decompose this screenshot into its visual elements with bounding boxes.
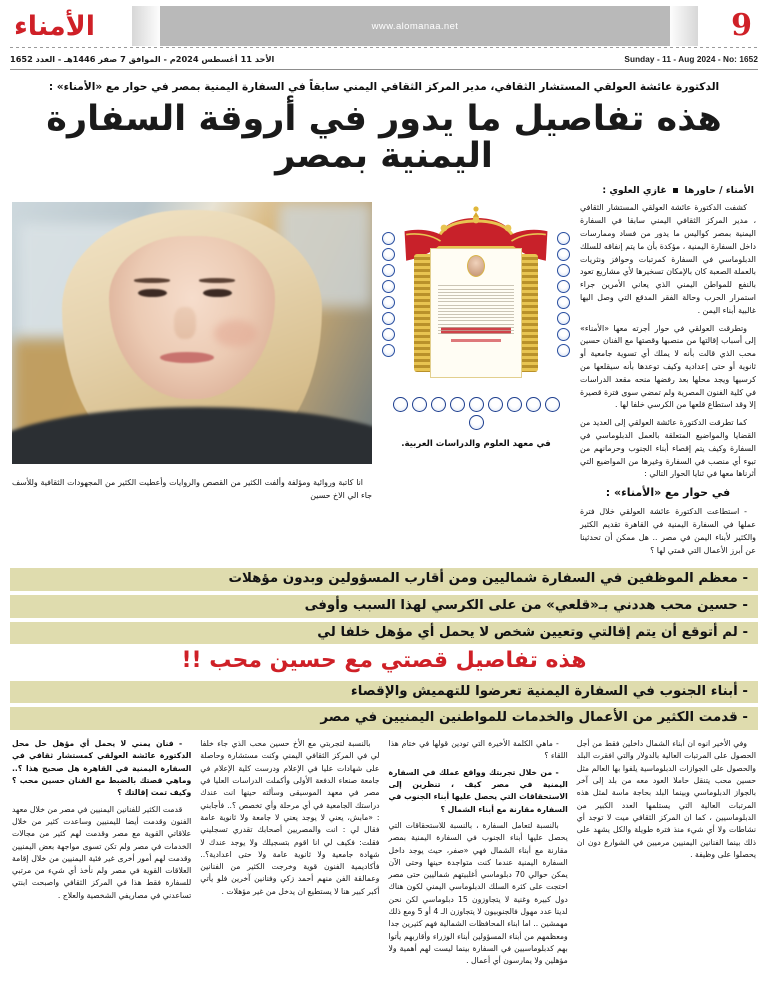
mid-column-center (380, 477, 572, 561)
pull-quote: - قدمت الكثير من الأعمال والخدمات للمواطنين اليمنيين في مصر (10, 707, 758, 730)
seal-icon (557, 248, 570, 261)
bottom-column-3 (389, 738, 568, 984)
seal-icon (382, 296, 395, 309)
seal-icon (557, 328, 570, 341)
pull-quote: - معظم الموظفين في السفارة شماليين ومن أقارب المسؤولين وبدون مؤهلات (10, 568, 758, 591)
lead-paragraph: وتطرقت العولقي في حوار أجرته معها «الأمناء» إلى أسباب إقالتها من منصبها وقصتها مع الفنان حسين محب الذي قالت بأنه لا يملك أي تسوية جامعية أو ثانوية أو حتى إعدادية وكيف توعدها بأنه سيقلعها من كرسيها ويجد محلها بعد رفضها منحه مقعد الدراسات في كلية الفنون المصرية ولم تمضي سوى فترة قصيرة إلا وقد استطاع قلعها من الكرسي خلفا لها . (580, 323, 756, 410)
seal-icon (382, 232, 395, 245)
masthead-gradient-right (132, 6, 160, 46)
left-seal-column (382, 232, 395, 357)
pull-quote: - أبناء الجنوب في السفارة اليمنية تعرضوا للتهميش والإقصاء (10, 681, 758, 704)
seal-icon (557, 264, 570, 277)
lead-text-column (580, 202, 756, 486)
bottom-columns (12, 738, 756, 984)
top-content-block (12, 202, 756, 479)
pull-quotes-group-2 (10, 681, 758, 730)
newspaper-page (0, 6, 768, 990)
header-rule (10, 69, 758, 70)
certificate-image (380, 202, 572, 434)
seal-icon (469, 415, 484, 430)
bottom-column-4 (577, 738, 756, 984)
body-paragraph: بالنسبة لتجربتي مع الأخ حسين محب الذي جاء خلفا لي في المركز الثقافي اليمني وكنت مستشارة وحاصلة على شهادات عليا في الإعلام ودرست كلية الإعلام في جامعة صنعاء الدفعة الأولى وأكملت الدراسات العليا في مصر في معهد الموسيقى وسألته حينها انت عندك دراستك الجامعية في أي مرحلة وأي تخصص ؟.. فأجابني : «مابش، يعني لا يوجد يعني لا جامعة ولا ثانوية عامة فقال لي : انت والمصريين أصحابك تقدري تسجليني فقلت: فكيف لي انا اقوم بتسجيلك ولا يوجد عندك لا شهادة جامعية ولا ثانوية عامة ولا حتى اعدادية؟.. فأكاديمية الفنون قوية وخرجت الكثير من الفنانين وعمالقة الفن منهم أحمد زكي وفنانين آخرين فلو يأتي أكبر كبير هنا لا يستطيع ان يدخل من غير مؤهلات . (200, 739, 380, 896)
seal-icon (526, 397, 541, 412)
masthead-gradient-left (670, 6, 698, 46)
seal-icon (431, 397, 446, 412)
seal-icon (557, 344, 570, 357)
bullet-square-icon (673, 188, 678, 193)
body-paragraph: انا كاتبة وروائية ومؤلفة وألفت الكثير من القصص والروايات وأعطيت الكثير من المجهودات الثقافية وللأسف جاء الي الاخ حسين (12, 478, 372, 501)
sub-headline: هذه تفاصيل قصتي مع حسين محب !! (181, 648, 587, 674)
mid-text-band (12, 477, 756, 561)
seal-icon (545, 397, 560, 412)
seal-icon (382, 280, 395, 293)
body-paragraph: قدمت الكثير للفنانين اليمنيين في مصر من خلال معهد الفنون وقدمت أيضا لليمنيين وساعدت كثير من خلال علاقاتي القوية مع مصر وقدمت لهم كثير من مجالات الخدمات في مصر ولم تكن تسوى مواجهة بعض اليمنيين وقدمت لهم أمور أخرى غير فئية اليمنيين من خلال إقامة العلاقات القوية في مصر ولم نأخذ أي شيء من مرتبي للسفارة فقط هذا في المركز الثقافي واصبحت ابنتي تساعدني في مصاريفي الشخصية والعلاج . (12, 804, 192, 900)
website-url: www.alomanaa.net (371, 20, 459, 32)
page-number: 9 (731, 8, 752, 43)
certificate-red-band-small (451, 339, 501, 342)
question-text: - فنان يمني لا يحمل أي مؤهل حل محل الدكتورة عائشة العولقي كمستشار ثقافي في السفارة اليمنية في القاهرة هل صحيح هذا ؟.. وماهي قصتك بالضبط مع الفنان حسين محب ؟ وكيف تمت إقالتك ؟ (12, 739, 192, 798)
seal-icon (557, 296, 570, 309)
lead-paragraph: كما تطرقت الدكتورة عائشة العولقي إلى العديد من القضايا والمواضيع المتعلقة بالعمل الدبلوماسي في السفارة وكيف يتم إقصاء أبناء الجنوب وحرمانهم من تبوء أي منصب في السفارة وغيرها من المواضيع التي أثرناها معها في ثنايا الحوار التالي : (580, 418, 756, 479)
seal-icon (382, 312, 395, 325)
mid-column-left (12, 477, 372, 561)
pull-quotes-group-1 (10, 568, 758, 644)
page-title: هذه تفاصيل ما يدور في أروقة السفارة اليمنية بمصر (46, 99, 722, 177)
question-text: - من خلال تجربتك وواقع عملك في السفارة اليمنية في مصر كيف ، تنظرين إلى الاستحقاقات التي يحصل عليها أبناء الجنوب في السفارة مقارنة مع أبناء الشمال ؟ (388, 767, 568, 814)
seal-icon (450, 397, 465, 412)
portrait-figure (12, 202, 372, 464)
article-kicker: الدكتورة عائشة العولقي المستشار الثقافي، مدير المركز الثقافي اليمني سابقاً في السفارة اليمنية بمصر في حوار مع «الأمناء» : (48, 81, 720, 93)
body-paragraph: بالنسبة لتعامل السفارة ، بالنسبة للاستحقاقات التي يحصل عليها أبناء الجنوب في السفارة اليمنية بمصر مقارنة مع أبناء الشمال فهي «صفر، حيث يوجد داخل السفارة اليمنية عندما كنت متواجدة حينها وحتى الآن يمكن حوالي 70 دبلوماسي أغلبيتهم شماليين حتى مصر احتجت على كثرة السلك الدبلوماسي اليمني لكون هناك دول كبيرة وغنية لا يتجاوزون 15 دبلوماسي لكن نحن لدينا عدد مهول فالجنوبيون لا يتجاوزن الـ 4 أو 5 ومع ذلك مهمشين .. اما ابناء المحافظات الشمالية فهم كثيرين جدا ومعظمهم من أبناء المسؤولين أبناء الوزراء وأقاربهم يأتوا بهم كدبلوماسيين في السفارة بينما ليست لهم أهمية ولا مؤهلين ولا يمارسون أي أعمال . (388, 820, 568, 966)
seal-icon (393, 397, 408, 412)
seal-icon (557, 312, 570, 325)
pull-quote: - حسين محب هددني بـ«قلعي» من على الكرسي لهذا السبب وأوفى (10, 595, 758, 618)
seal-icon (382, 264, 395, 277)
seal-icon (382, 328, 395, 341)
right-seal-column (557, 232, 570, 357)
bottom-seal-row (380, 397, 572, 430)
byline (14, 185, 754, 196)
masthead (10, 6, 758, 46)
seal-icon (557, 280, 570, 293)
dotted-divider (10, 47, 758, 48)
certificate-card (430, 248, 522, 378)
award-certificate-figure (380, 202, 572, 449)
interview-heading: في حوار مع «الأمناء» : (605, 486, 731, 500)
date-bar (10, 51, 758, 67)
byline-author: غازي العلوي : (602, 185, 667, 197)
pull-quote: - لم أتوقع أن يتم إقالتي وتعيين شخص لا يحمل أي مؤهل خلفا لي (10, 622, 758, 645)
bottom-column-2 (200, 738, 379, 984)
seal-icon (557, 232, 570, 245)
seal-icon (412, 397, 427, 412)
body-paragraph: وفي الأخير انوه ان أبناء الشمال داخلين فقط من أجل الحصول على المرتبات العالية بالدولار والتي افقرت البلد والحصول على الجوازات الدبلوماسية يلفوا بها العالم مثل حسين محب يتنقل حاملا العود معه من بلد إلى آخر بالجواز الدبلوماسي وبينما البلد بحاجة ماسة لمثل هذه المرتبات العالية التي يستلمها العدد الكبير من الدبلوماسيين ، كما ان المركز الثقافي ميت لا توجد أي نشاطات ولا أي شيء منذ فترة طويلة والكل يشهد على ذلك بينما الفنانين اليمنيين مرميين في الشوارع دون ان يحصلوا على وظيفة . (576, 739, 756, 859)
portrait-photo (12, 202, 372, 464)
seal-icon (382, 344, 395, 357)
body-paragraph: - ماهي الكلمة الأخيرة التي تودين قولها في ختام هذا اللقاء ؟ (388, 739, 568, 761)
bottom-column-1 (12, 738, 191, 984)
newspaper-logo: الأمناء (14, 10, 96, 42)
seal-icon (488, 397, 503, 412)
question-text: - استطاعت الدكتورة عائشة العولقي خلال فترة عملها في السفارة اليمنية في القاهرة تقديم الكثير والكثير لأبناء اليمن في مصر .. هل ممكن أن تحدثينا عن أبرز الأعمال التي قمتي لها ؟ (580, 507, 756, 555)
date-arabic: الأحد 11 أغسطس 2024م - الموافق 7 صفر 1446هـ - العدد 1652 (10, 54, 275, 64)
certificate-text-lines (438, 285, 514, 336)
seal-icon (507, 397, 522, 412)
website-banner[interactable] (160, 6, 670, 46)
mid-column-right (580, 477, 756, 561)
byline-prefix: الأمناء / حاورها (684, 185, 754, 197)
seal-icon (382, 248, 395, 261)
figure-caption: في معهد العلوم والدراسات العربية. (401, 439, 551, 450)
date-english: Sunday - 11 - Aug 2024 - No: 1652 (624, 54, 758, 64)
lead-paragraph: كشفت الدكتورة عائشة العولقي المستشار الثقافي ، مدير المركز الثقافي اليمني سابقا في السفارة اليمنية بمصر كواليس ما يدور من فساد وممارسات داخل السفارة اليمنية ، مؤكدة بأن ما يتم إنفاقه للسلك الدبلوماسي في السفارة كمرتبات وحوافز ونثريات بالعملة الصعبة كان بالإمكان تسخيرها لأي مشاريع تعود بالنفع للمواطن اليمني الذي يعاني الأمرين جراء استمرار الحرب وحالة الفقر المدقع التي وصل اليها غالبية أبناء اليمن . (580, 203, 756, 315)
certificate-portrait-icon (467, 255, 485, 277)
seal-icon (469, 397, 484, 412)
